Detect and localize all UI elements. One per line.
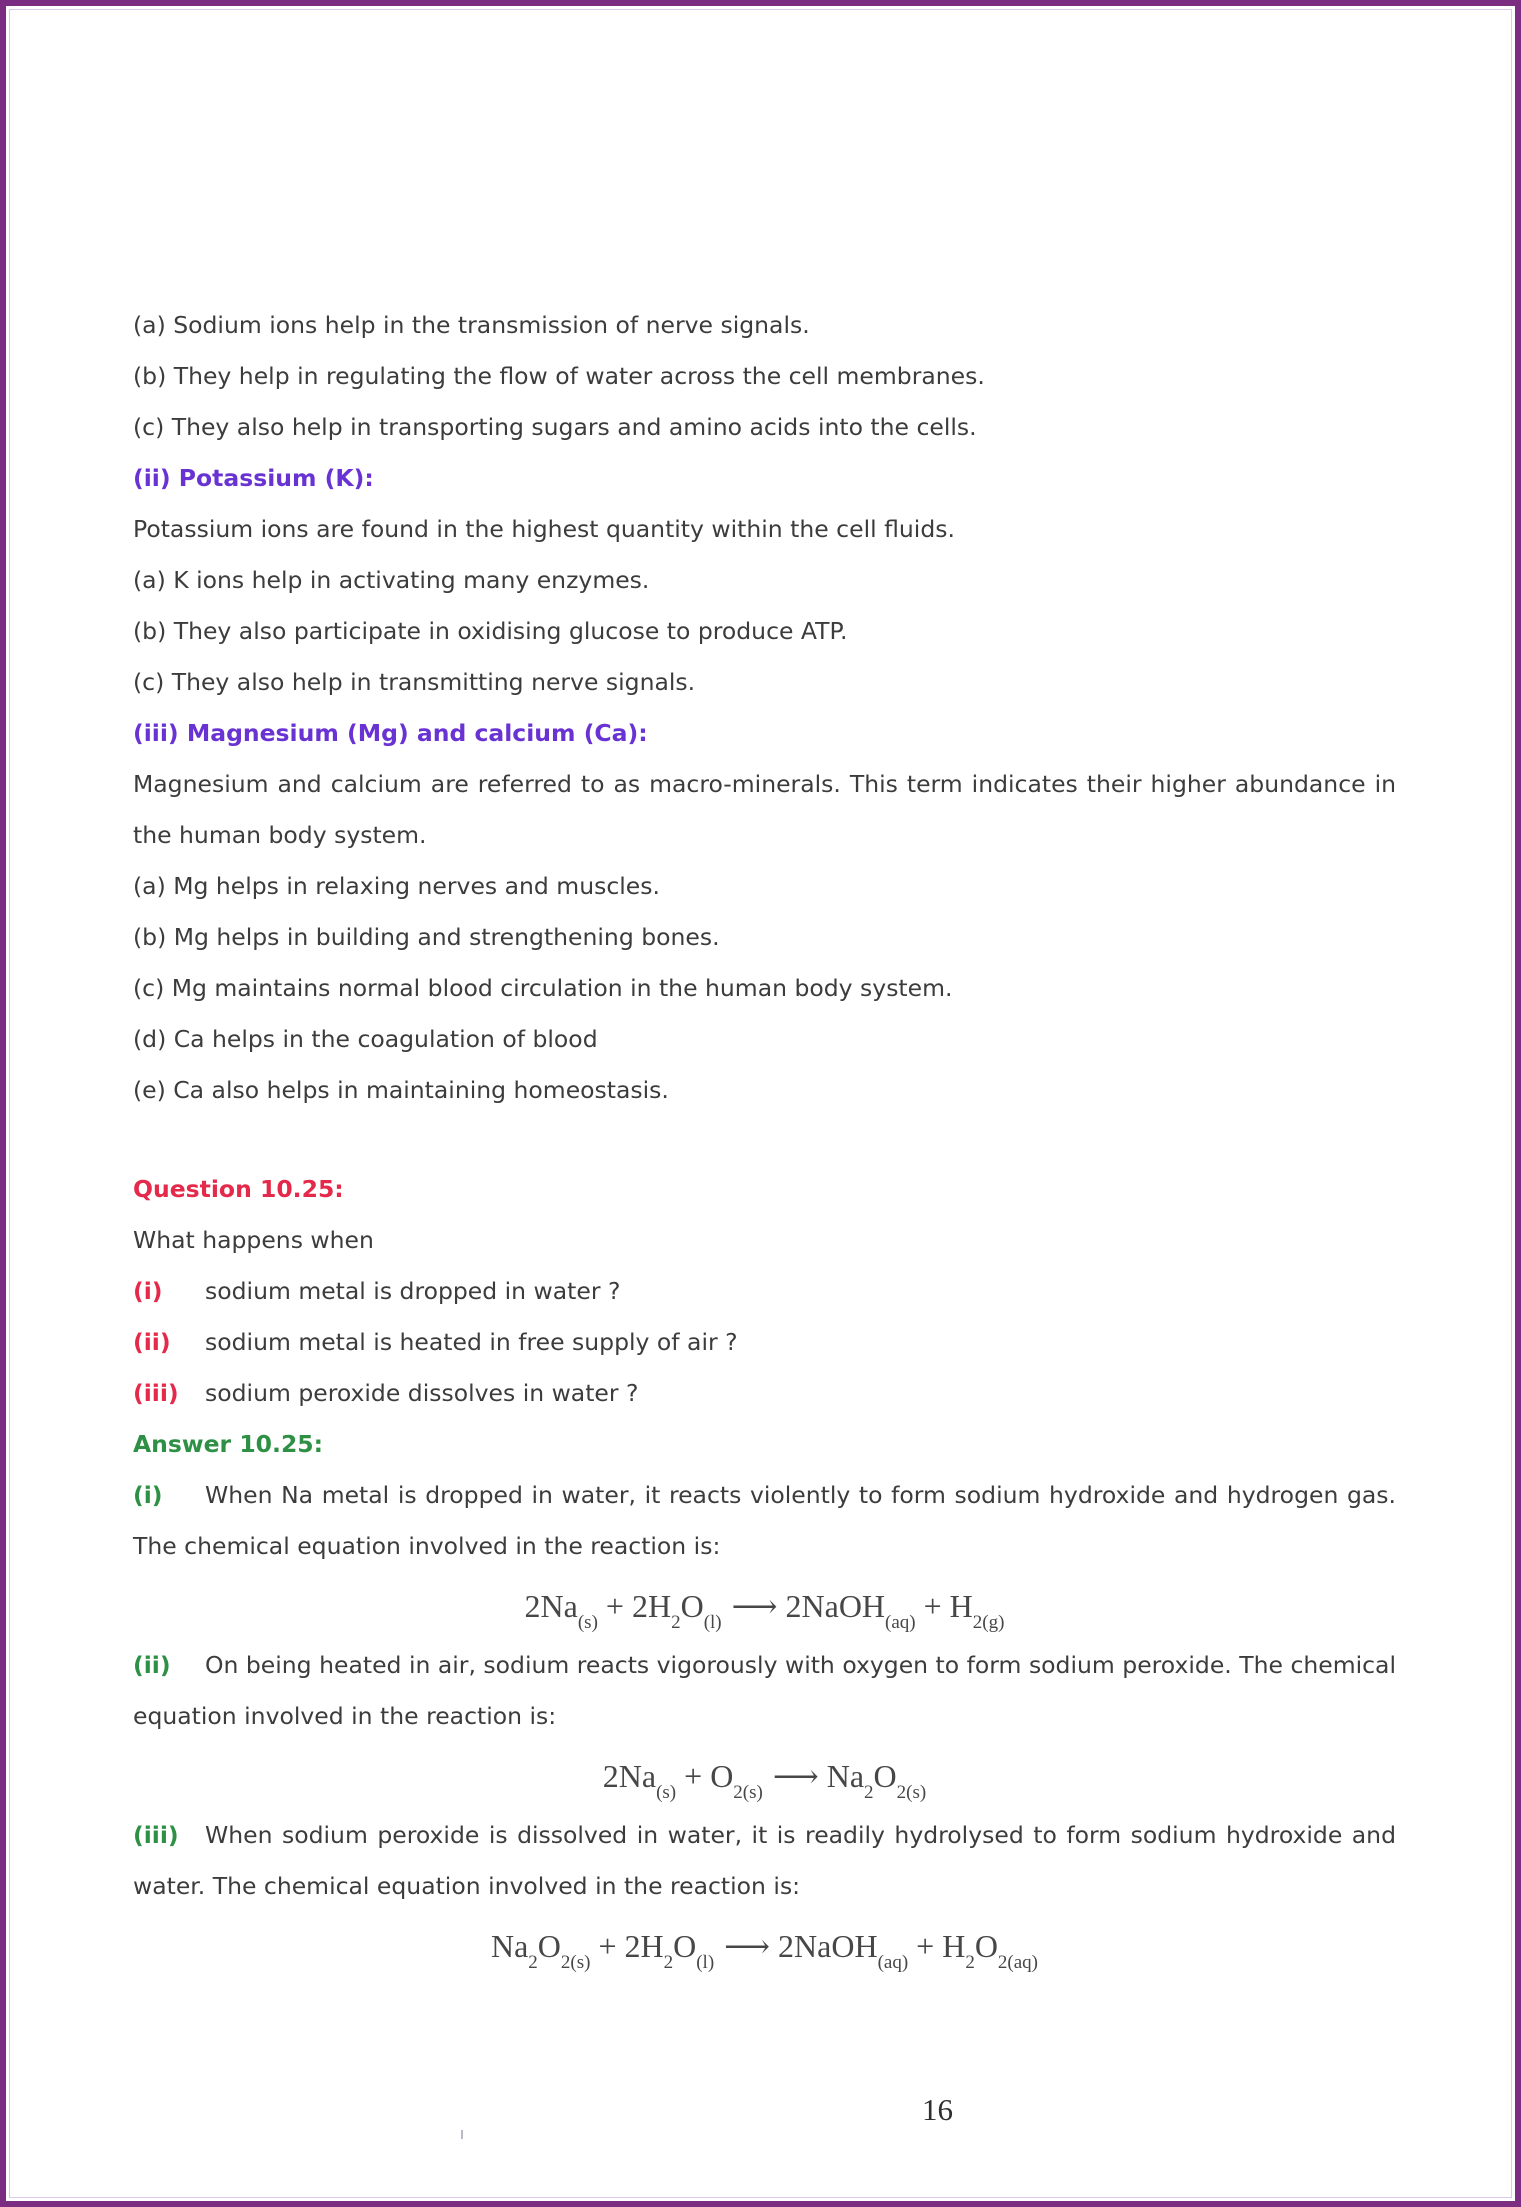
question-item-marker: (ii) [133, 1328, 171, 1356]
stray-scan-mark [461, 2130, 463, 2139]
sodium-point: (a) Sodium ions help in the transmission of nerve signals. [133, 311, 810, 339]
question-item [133, 1266, 1396, 1317]
potassium-intro: Potassium ions are found in the highest quantity within the cell fluids. [133, 515, 955, 543]
chemical-equation-na-oxygen: $2Na_{(s)} + O_{2(s)}$ ⟶ $Na_2O_{2(s)}$ [602, 1758, 927, 1804]
magnesium-calcium-point: (b) Mg helps in building and strengthening bones. [133, 923, 720, 951]
magnesium-calcium-point: (e) Ca also helps in maintaining homeostasis. [133, 1076, 669, 1104]
chemical-equation-na-water: $2Na_{(s)} + 2H_2O_{(l)}$ ⟶ 2NaOH$_{(aq)}$ + $H_{2(g)}$ [524, 1588, 1005, 1634]
magnesium-calcium-point: (c) Mg maintains normal blood circulation in the human body system. [133, 974, 953, 1002]
magnesium-calcium-point: (d) Ca helps in the coagulation of blood [133, 1025, 598, 1053]
page-content [133, 300, 1396, 1980]
chemical-equation-peroxide-water: $Na_2O_{2(s)} + 2H_2O_{(l)}$ ⟶ 2NaOH$_{(aq)}$ + $H_2O_{2(aq)}$ [490, 1928, 1039, 1974]
question-item-text: sodium metal is dropped in water ? [205, 1277, 621, 1305]
question-item-marker: (iii) [133, 1379, 179, 1407]
answer-item-marker: (i) [133, 1481, 163, 1509]
answer-heading: Answer 10.25: [133, 1430, 324, 1458]
answer-item [133, 1640, 1396, 1742]
answer-item-text: When sodium peroxide is dissolved in water, it is readily hydrolysed to form sodium hydroxide and water. The chemical equation involved in the reaction is: [133, 1821, 1396, 1900]
potassium-point: (b) They also participate in oxidising glucose to produce ATP. [133, 617, 848, 645]
question-item-text: sodium metal is heated in free supply of air ? [205, 1328, 738, 1356]
magnesium-calcium-heading: (iii) Magnesium (Mg) and calcium (Ca): [133, 719, 648, 747]
page-number: 16 [922, 2092, 953, 2127]
answer-item-marker: (ii) [133, 1651, 171, 1679]
answer-item-text: On being heated in air, sodium reacts vigorously with oxygen to form sodium peroxide. The chemical equation involved in the reaction is: [133, 1651, 1396, 1730]
sodium-point: (c) They also help in transporting sugars and amino acids into the cells. [133, 413, 977, 441]
potassium-point: (a) K ions help in activating many enzymes. [133, 566, 650, 594]
potassium-point: (c) They also help in transmitting nerve signals. [133, 668, 696, 696]
sodium-point: (b) They help in regulating the flow of water across the cell membranes. [133, 362, 985, 390]
answer-item [133, 1810, 1396, 1912]
magnesium-calcium-point: (a) Mg helps in relaxing nerves and muscles. [133, 872, 660, 900]
question-item-marker: (i) [133, 1277, 163, 1305]
potassium-heading: (ii) Potassium (K): [133, 464, 374, 492]
answer-item-text: When Na metal is dropped in water, it reacts violently to form sodium hydroxide and hydrogen gas. The chemical equation involved in the reaction is: [133, 1481, 1396, 1560]
question-item [133, 1317, 1396, 1368]
question-heading: Question 10.25: [133, 1175, 344, 1203]
magnesium-calcium-intro: Magnesium and calcium are referred to as macro-minerals. This term indicates their higher abundance in the human body system. [133, 770, 1396, 849]
question-item-text: sodium peroxide dissolves in water ? [205, 1379, 639, 1407]
question-item [133, 1368, 1396, 1419]
question-intro: What happens when [133, 1226, 374, 1254]
answer-item [133, 1470, 1396, 1572]
answer-item-marker: (iii) [133, 1821, 179, 1849]
